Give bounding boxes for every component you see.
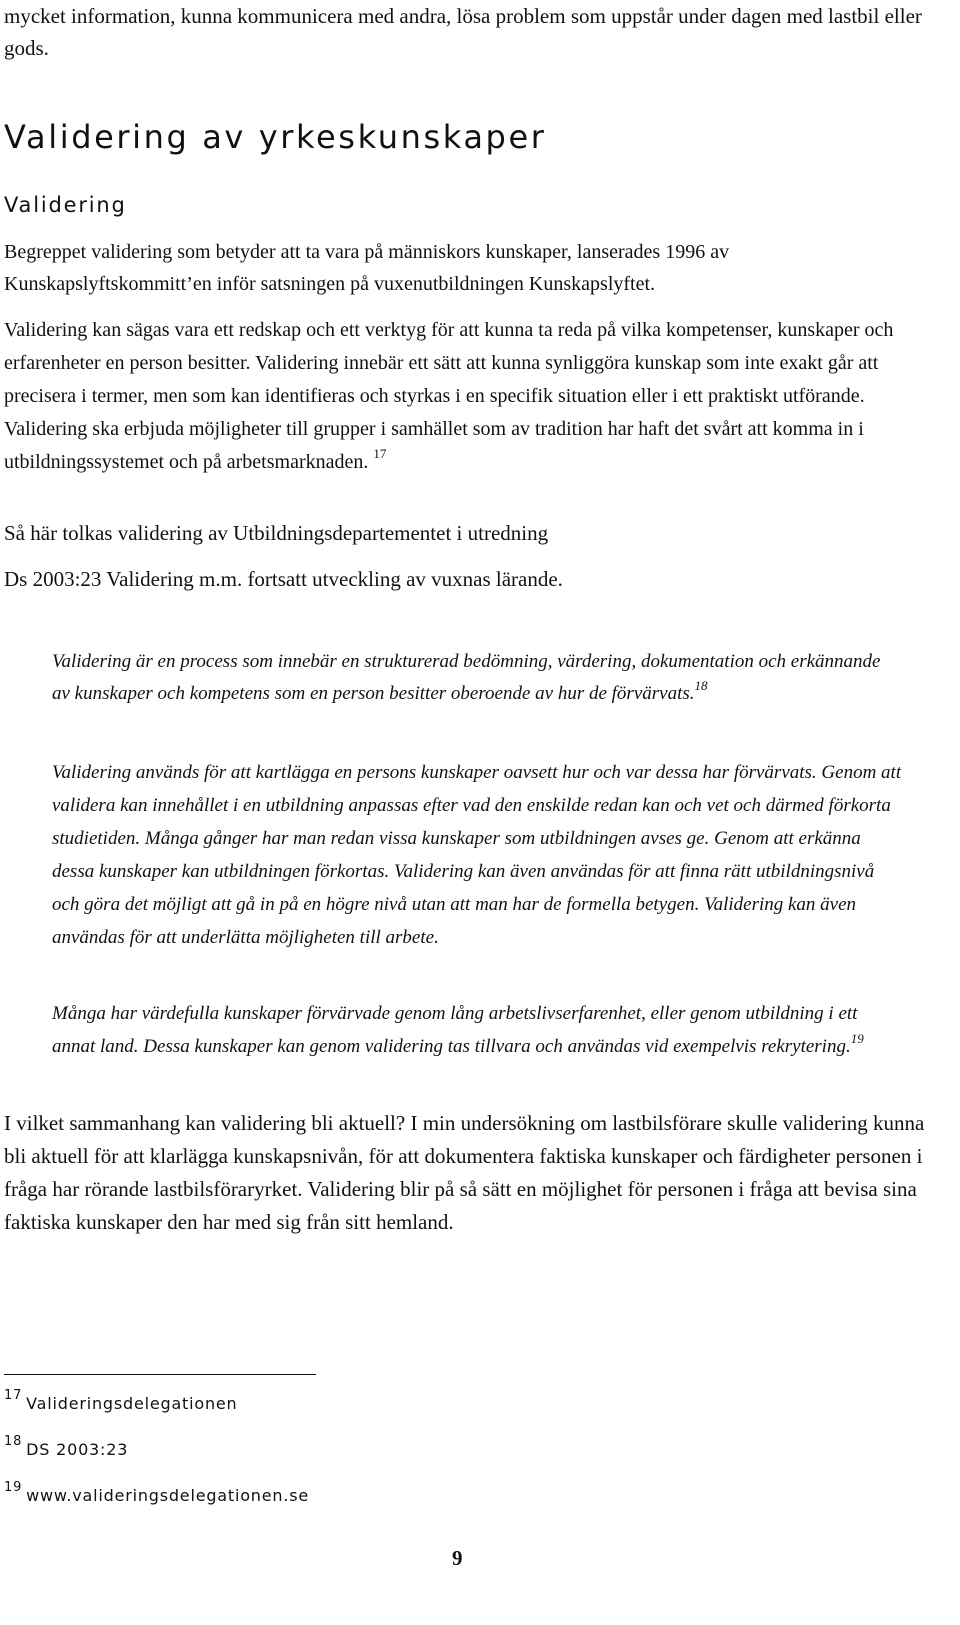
quote-process	[52, 646, 902, 710]
footnote-text: Valideringsdelegationen	[26, 1394, 238, 1413]
footnote-ref-18[interactable]: 18	[694, 677, 708, 693]
footnote-text: DS 2003:23	[26, 1440, 129, 1459]
quote-text: Validering är en process som innebär en strukturerad bedömning, värdering, dokumentation och erkännande av kunskaper och kompetens som en person besitter oberoende av hur de förvärvats.	[52, 651, 881, 704]
section-heading: Validering av yrkeskunskaper	[4, 118, 547, 156]
paragraph-begreppet: Begreppet validering som betyder att ta vara på människors kunskaper, lanserades 1996 av Kunskapslyftskommitt’en inför satsningen på vuxenutbildningen Kunskapslyftet.	[4, 241, 730, 295]
footnote-17	[4, 1387, 238, 1413]
paragraph-validering-definition	[4, 314, 944, 479]
quote-vardefulla-kunskaper	[52, 997, 902, 1063]
footnote-number: 18	[4, 1433, 23, 1449]
footnote-separator	[4, 1374, 316, 1375]
footnote-ref-17[interactable]: 17	[373, 446, 387, 462]
paragraph-ds-reference: Ds 2003:23 Validering m.m. fortsatt utveckling av vuxnas lärande.	[4, 567, 563, 591]
quote-anvandning: Validering används för att kartlägga en persons kunskaper oavsett hur och var dessa har förvärvats. Genom att validera kan innehållet i en utbildning anpassas efter vad den enskilde redan kan och vet och därmed förkorta studietiden. Många gånger har man redan vissa kunskaper som utbildningen avses ge. Genom att erkänna dessa kunskaper kan utbildningen förkortas. Validering kan även användas för att finna rätt utbildningsnivå och göra det möjligt att gå in på en högre nivå utan att man har de formella betygen. Validering kan även användas för att underlätta möjligheten till arbete.	[52, 762, 902, 948]
footnote-ref-19[interactable]: 19	[850, 1030, 864, 1046]
paragraph-sammanhang: I vilket sammanhang kan validering bli aktuell? I min undersökning om lastbilsförare skulle validering kunna bli aktuell för att klarlägga kunskapsnivån, för att dokumentera faktiska kunskaper och färdigheter personen i fråga har rörande lastbilsföraryrket. Validering blir på så sätt en möjlighet för personen i fråga att bevisa sina faktiska kunskaper den har med sig från sitt hemland.	[4, 1111, 925, 1234]
footnote-link[interactable]: www.valideringsdelegationen.se	[26, 1486, 309, 1505]
subsection-heading: Validering	[4, 193, 127, 217]
footnote-number: 17	[4, 1387, 23, 1403]
intro-paragraph: mycket information, kunna kommunicera med andra, lösa problem som uppstår under dagen med lastbil eller gods.	[4, 4, 922, 60]
footnote-18	[4, 1433, 129, 1459]
paragraph-tolkning: Så här tolkas validering av Utbildningsdepartementet i utredning	[4, 521, 549, 545]
quote-text: Många har värdefulla kunskaper förvärvade genom lång arbetslivserfarenhet, eller genom utbildning i ett annat land. Dessa kunskaper kan genom validering tas tillvara och användas vid exempelvis rekrytering.	[52, 1003, 858, 1057]
paragraph-text: Validering kan sägas vara ett redskap och ett verktyg för att kunna ta reda på vilka kompetenser, kunskaper och erfarenheter en person besitter. Validering innebär ett sätt att kunna synliggöra kunskap som inte exakt går att precisera i termer, men som kan identifieras och styrkas i en specifik situation eller i ett praktiskt utförande. Validering ska erbjuda möjligheter till grupper i samhället som av tradition har haft det svårt att komma in i utbildningssystemet och på arbetsmarknaden.	[4, 319, 894, 473]
footnote-19	[4, 1479, 309, 1505]
footnote-number: 19	[4, 1479, 23, 1495]
page-number: 9	[452, 1546, 463, 1570]
